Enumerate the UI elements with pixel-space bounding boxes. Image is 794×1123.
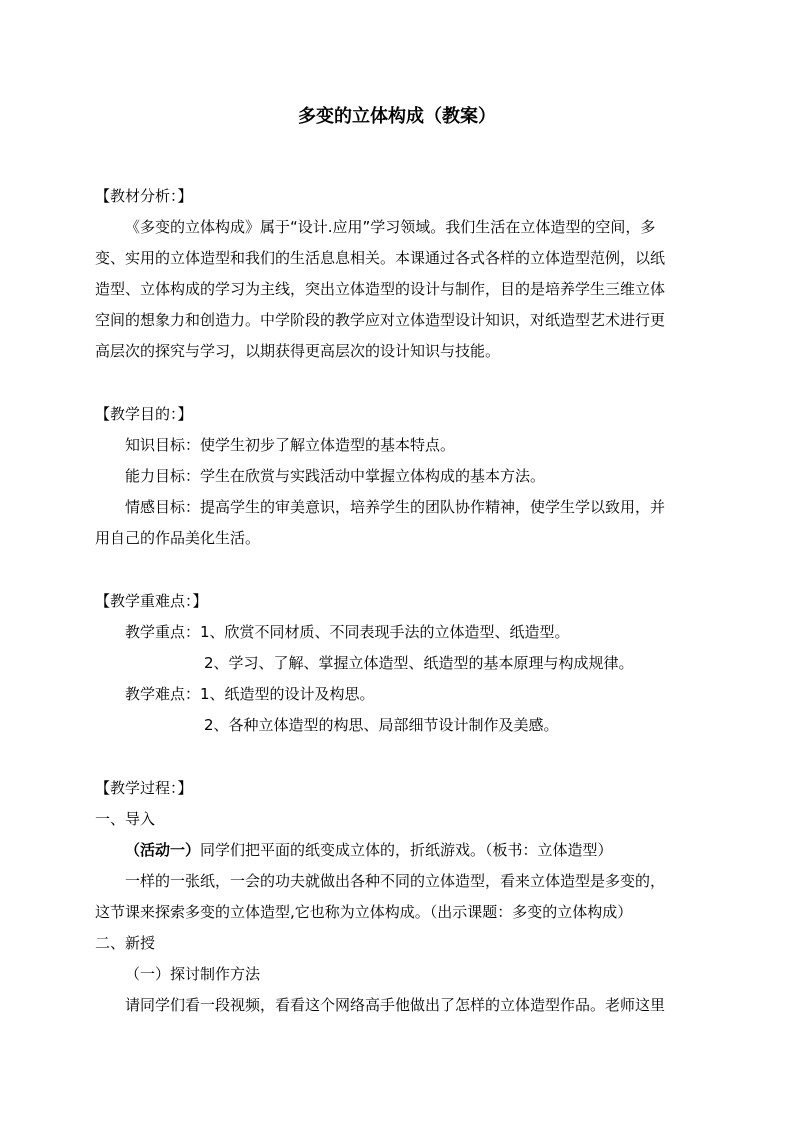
objectives-heading: 【教学目的：】 (95, 405, 193, 423)
activity-line (125, 840, 735, 860)
difficulty-item-1: 教学难点：1、纸造型的设计及构思。 (125, 685, 375, 703)
activity-text: 同学们把平面的纸变成立体的，折纸游戏。（板书：立体造型） (200, 841, 613, 859)
process-section-new: 二、新授 (95, 934, 156, 952)
subsection-method: （一）探讨制作方法 (125, 965, 261, 983)
analysis-line-1: 《多变的立体构成》属于“设计.应用”学习领域。我们生活在立体造型的空间，多 (125, 218, 656, 236)
analysis-line-5: 高层次的探究与学习，以期获得更高层次的设计知识与技能。 (95, 342, 501, 360)
video-line: 请同学们看一段视频，看看这个网络高手他做出了怎样的立体造型作品。老师这里 (125, 996, 666, 1014)
focus-item-2: 2、学习、了解、掌握立体造型、纸造型的基本原理与构成规律。 (204, 654, 634, 672)
analysis-heading: 【教材分析：】 (95, 187, 193, 205)
process-section-intro: 一、导入 (95, 810, 156, 828)
analysis-line-4: 空间的想象力和创造力。中学阶段的教学应对立体造型设计知识，对纸造型艺术进行更 (95, 311, 666, 329)
objective-emotion-1: 情感目标：提高学生的审美意识，培养学生的团队协作精神，使学生学以致用，并 (125, 498, 666, 516)
process-heading: 【教学过程：】 (95, 779, 193, 797)
objective-ability: 能力目标：学生在欣赏与实践活动中掌握立体构成的基本方法。 (125, 467, 546, 485)
objective-emotion-2: 用自己的作品美化生活。 (95, 529, 261, 547)
focus-item-1: 教学重点：1、欣赏不同材质、不同表现手法的立体造型、纸造型。 (125, 623, 570, 641)
difficulty-item-2: 2、各种立体造型的构思、局部细节设计制作及美感。 (204, 716, 559, 734)
key-points-heading: 【教学重难点：】 (95, 592, 208, 610)
intro-line-1: 一样的一张纸，一会的功夫就做出各种不同的立体造型，看来立体造型是多变的， (125, 872, 666, 890)
objective-knowledge: 知识目标：使学生初步了解立体造型的基本特点。 (125, 436, 456, 454)
activity-label: （活动一） (125, 841, 201, 859)
document-title: 多变的立体构成（教案） (298, 106, 496, 127)
intro-line-2: 这节课来探索多变的立体造型,它也称为立体构成。（出示课题：多变的立体构成） (95, 903, 633, 921)
analysis-line-3: 造型、立体构成的学习为主线，突出立体造型的设计与制作，目的是培养学生三维立体 (95, 280, 666, 298)
analysis-line-2: 变、实用的立体造型和我们的生活息息相关。本课通过各式各样的立体造型范例，以纸 (95, 249, 666, 267)
